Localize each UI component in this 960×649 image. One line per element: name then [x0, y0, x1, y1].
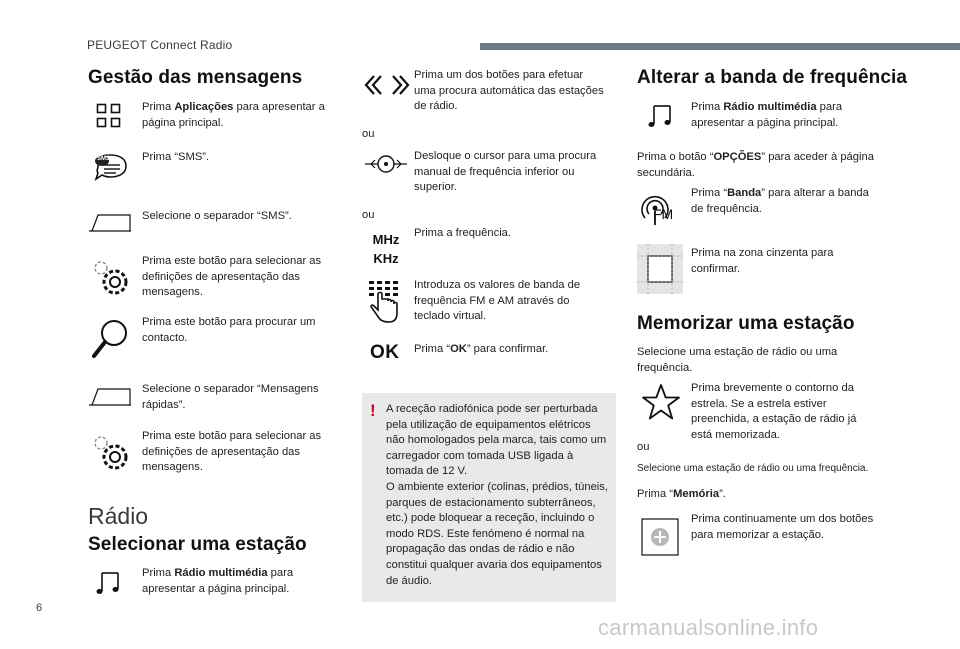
or-label: ou: [362, 209, 375, 221]
watermark: carmanualsonline.info: [598, 615, 819, 640]
section-title-radio: Rádio: [88, 503, 149, 529]
instruction-sms: Prima “SMS”.: [142, 151, 210, 163]
instruction-grey-zone: Prima na zona cinzenta para confirmar.: [691, 247, 834, 275]
frequency-slider-icon: [364, 152, 408, 176]
instruction-band: Prima “Banda” para alterar a banda de frequência.: [691, 187, 869, 215]
ok-icon: OK: [370, 342, 400, 363]
or-label: ou: [362, 128, 375, 140]
or-label: ou: [637, 441, 650, 453]
instruction-frequency: Prima a frequência.: [414, 227, 512, 239]
seek-chevrons-icon: [364, 74, 410, 96]
instruction-quick-tab: Selecione o separador “Mensagens rápidas”.: [142, 383, 319, 411]
instruction-hold-button: Prima continuamente um dos botões para memorizar a estação.: [691, 513, 874, 541]
instruction-star: Prima brevemente o contorno da estrela. Se a estrela estiver preenchida, a estação de rádio já está memorizada.: [691, 382, 857, 441]
warning-icon: !: [370, 401, 376, 420]
music-note-icon: [648, 103, 672, 129]
apps-grid-icon: [96, 103, 122, 129]
instruction-auto-search: Prima um dos botões para efetuar uma procura automática das estações de rádio.: [414, 69, 604, 113]
sms-icon-label: SMS: [97, 156, 111, 162]
memorize-intro: Selecione uma estação de rádio ou uma frequência.: [637, 346, 838, 374]
khz-label: KHz: [373, 251, 399, 266]
star-icon: [641, 383, 681, 421]
instruction-search: Prima este botão para procurar um contacto.: [142, 316, 316, 344]
mhz-label: MHz: [372, 232, 400, 247]
warning-text: A receção radiofónica pode ser perturbada pela utilização de equipamentos elétricos não homologados pela marca, tais como um carregador com tomada USB ligada à tomada de 12 V. O ambiente exterior (colinas, prédios, túneis, parques de estacionamento subterrâneos, etc.) pode bloquear a receção, incluindo o modo RDS. Este fenómeno é normal na propagação das ondas de rádio e não constitui qualquer avaria dos equipamentos de áudio.: [386, 403, 608, 587]
instruction-manual-search: Desloque o cursor para uma procura manual de frequência inferior ou superior.: [414, 150, 597, 194]
instruction-options: Prima o botão “OPÇÕES” para aceder à página secundária.: [637, 151, 874, 179]
section-title-memorize: Memorizar uma estação: [637, 313, 855, 334]
instruction-keypad: Introduza os valores de banda de frequência FM e AM através do teclado virtual.: [414, 279, 581, 323]
page-number: 6: [36, 602, 43, 614]
mhz-khz-icon: [370, 230, 402, 268]
search-icon: [90, 318, 130, 360]
keypad-touch-icon: [365, 280, 401, 324]
grey-zone-icon: [637, 244, 683, 294]
section-title-messages: Gestão das mensagens: [88, 67, 303, 88]
sms-icon: [90, 153, 130, 189]
instruction-ok: Prima “OK” para confirmar.: [414, 343, 549, 355]
section-title-band: Alterar a banda de frequência: [637, 67, 908, 88]
instruction-settings-1: Prima este botão para selecionar as definições de apresentação das mensagens.: [142, 255, 322, 299]
fm-label: FM: [653, 206, 674, 222]
add-preset-icon: [641, 518, 679, 556]
tab-separator-icon: [88, 387, 132, 407]
settings-gear-icon: [90, 432, 130, 472]
header-title: PEUGEOT Connect Radio: [87, 38, 233, 52]
header-bar: [480, 43, 960, 50]
instruction-apps: Prima Aplicações para apresentar a página principal.: [142, 101, 325, 129]
settings-gear-icon: [90, 257, 130, 297]
memorize-select: Selecione uma estação de rádio ou uma frequência.: [637, 463, 869, 474]
instruction-sms-tab: Selecione o separador “SMS”.: [142, 210, 292, 222]
tab-separator-icon: [88, 213, 132, 233]
instruction-memory: Prima “Memória”.: [637, 488, 726, 500]
music-note-icon: [96, 570, 120, 596]
instruction-radio-multimedia: Prima Rádio multimédia para apresentar a página principal.: [142, 567, 294, 595]
instruction-band-multimedia: Prima Rádio multimédia para apresentar a página principal.: [691, 101, 843, 129]
instruction-settings-2: Prima este botão para selecionar as definições de apresentação das mensagens.: [142, 430, 322, 474]
section-title-select-station: Selecionar uma estação: [88, 534, 307, 555]
